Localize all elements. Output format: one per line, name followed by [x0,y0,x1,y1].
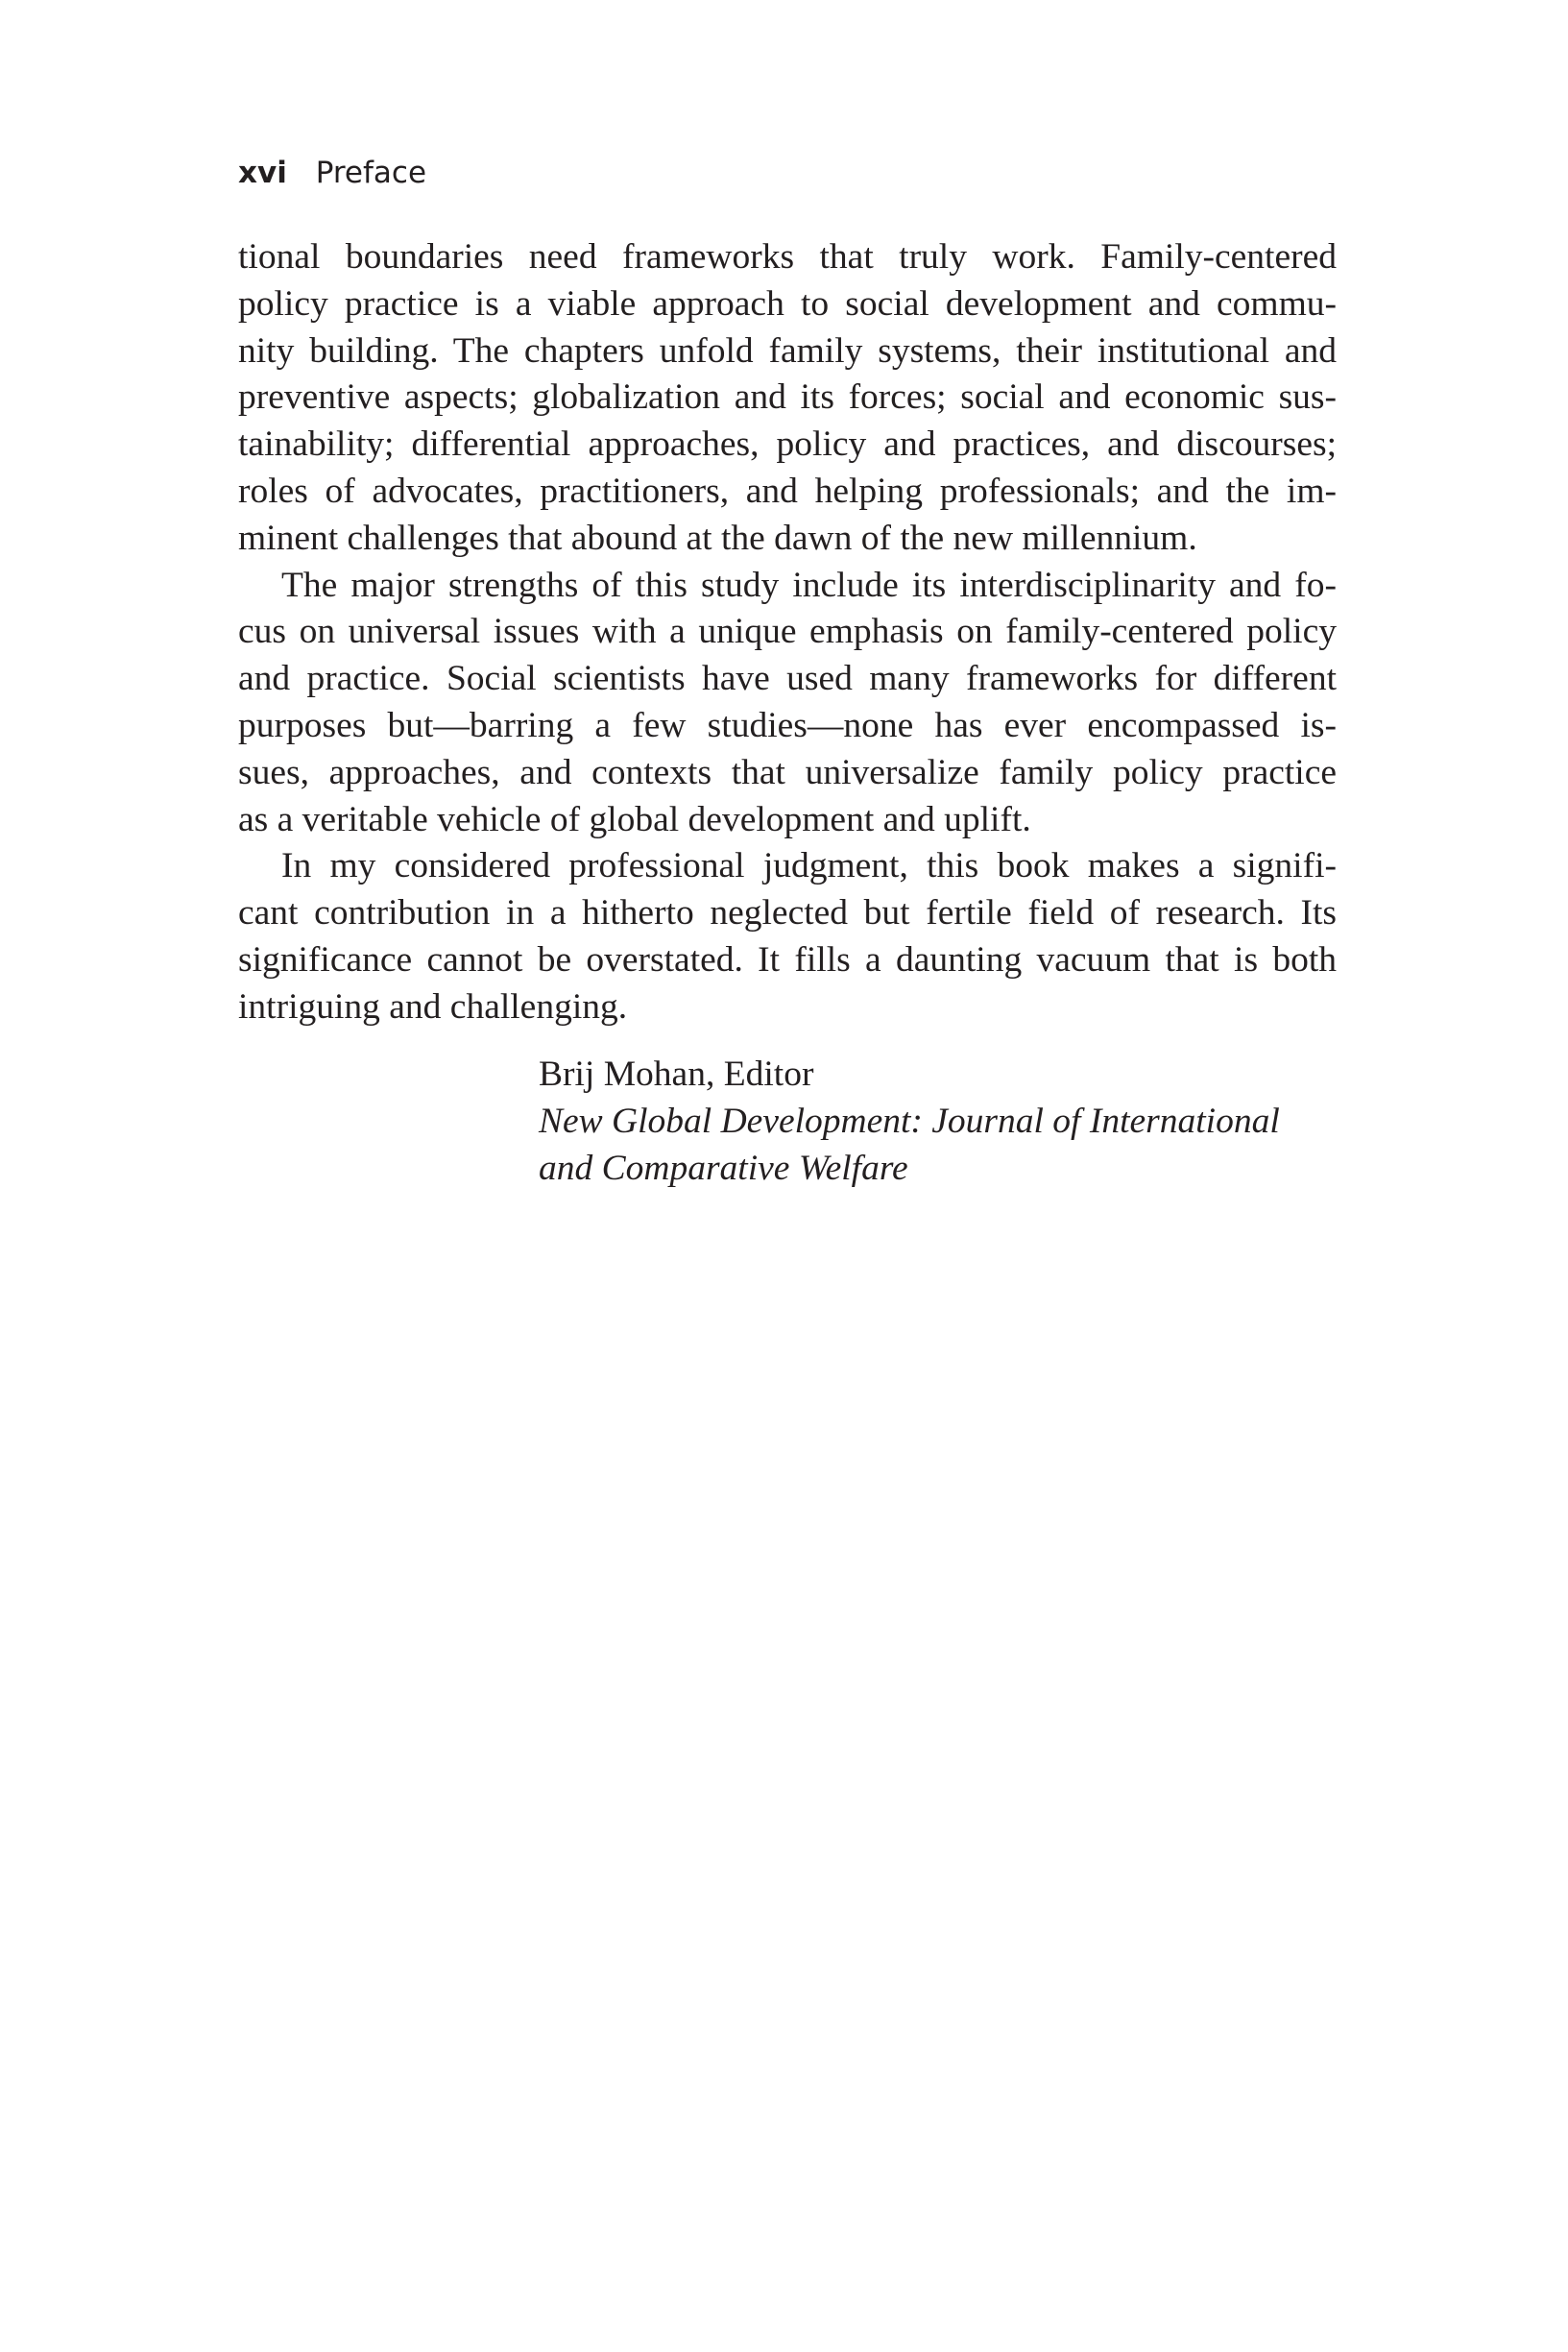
running-head: Preface [315,156,427,190]
text-line: and practice. Social scientists have used many frameworks for different [238,659,1337,699]
page-header [238,154,426,192]
text-line: as a veritable vehicle of global development and uplift. [238,799,1031,839]
text-line: nity building. The chapters unfold family systems, their institutional and [238,330,1337,371]
text-line: intriguing and challenging. [238,986,628,1027]
text-line: minent challenges that abound at the dawn of the new millennium. [238,518,1197,558]
signature-block [539,1052,1280,1192]
text-line: tional boundaries need frameworks that truly work. Family-centered [238,237,1337,277]
paragraph-1 [238,234,1337,563]
text-line: In my considered professional judgment, this book makes a signifi- [281,846,1337,886]
text-line: cus on universal issues with a unique emphasis on family-centered policy [238,612,1337,652]
journal-title-line-1: New Global Development: Journal of International [539,1101,1280,1141]
text-line: significance cannot be overstated. It fills a daunting vacuum that is both [238,939,1337,980]
page-number: xvi [238,156,287,190]
text-line: policy practice is a viable approach to social development and commu- [238,283,1337,324]
paragraph-2 [238,563,1337,844]
body-text [238,234,1337,1031]
text-line: sues, approaches, and contexts that universalize family policy practice [238,752,1337,792]
text-line: roles of advocates, practitioners, and helping professionals; and the im- [238,471,1337,511]
paragraph-3 [238,843,1337,1031]
journal-title-line-2: and Comparative Welfare [539,1148,908,1188]
text-line: The major strengths of this study include its interdisciplinarity and fo- [281,565,1337,605]
text-line: purposes but—barring a few studies—none has ever encompassed is- [238,705,1337,745]
text-line: tainability; differential approaches, policy and practices, and discourses; [238,424,1337,465]
text-line: cant contribution in a hitherto neglected but fertile field of research. Its [238,893,1337,934]
text-line: preventive aspects; globalization and its forces; social and economic sus- [238,377,1337,418]
editor-name: Brij Mohan, Editor [539,1055,814,1094]
